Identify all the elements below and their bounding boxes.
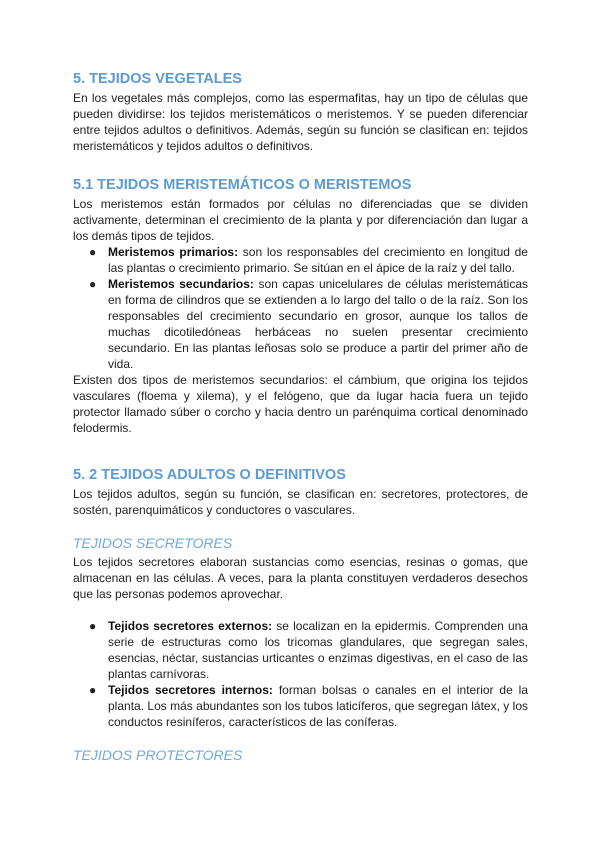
subsection-protectores-title: TEJIDOS PROTECTORES bbox=[73, 747, 243, 763]
subsection-secretores-intro: Los tejidos secretores elaboran sustancias como esencias, resinas o gomas, que almacenan en las células. A veces, para la planta constituyen verdaderos desechos que las personas podemos aprovechar. bbox=[73, 555, 528, 601]
list-item-term: Meristemos secundarios: bbox=[108, 277, 254, 291]
list-item bbox=[89, 682, 529, 730]
section-5-2-title: 5. 2 TEJIDOS ADULTOS O DEFINITIVOS bbox=[73, 467, 346, 483]
section-5-1-outro: Existen dos tipos de meristemos secundarios: el cámbium, que origina los tejidos vasculares (floema y xilema), y el felógeno, que da lugar hacia fuera un tejido protector llamado súber o corcho y hacia dentro un parénquima cortical denominado felodermis. bbox=[73, 373, 528, 435]
list-item bbox=[89, 276, 529, 372]
list-item-text: son capas unicelulares de células meristemáticas en forma de cilindros que se extienden a lo largo del tallo o de la raíz. Son los responsables del crecimiento secundario en grosor, aunque los tallos de muchas dicotiledóneas herbáceas no suelen presentar crecimiento secundario. En las plantas leñosas solo se produce a partir del primer año de vida. bbox=[108, 277, 529, 371]
section-5-1-intro: Los meristemos están formados por células no diferenciadas que se dividen activamente, determinan el crecimiento de la planta y por diferenciación dan lugar a los demás tipos de tejidos. bbox=[73, 197, 528, 243]
subsection-secretores-title: TEJIDOS SECRETORES bbox=[73, 535, 233, 551]
secretores-list bbox=[73, 618, 528, 730]
list-item-text: forman bolsas o canales en el interior de la planta. Los más abundantes son los tubos laticíferos, que segregan látex, y los conductos resiníferos, característicos de las coníferas. bbox=[108, 683, 529, 729]
list-item-text: son los responsables del crecimiento en longitud de las plantas o crecimiento primario. Se sitúan en el ápice de la raíz y del tallo. bbox=[108, 245, 528, 275]
bullet-icon: ● bbox=[89, 245, 97, 259]
list-item bbox=[89, 618, 528, 682]
bullet-icon: ● bbox=[89, 683, 97, 697]
section-5-title: 5. TEJIDOS VEGETALES bbox=[73, 71, 242, 87]
list-item-term: Meristemos primarios: bbox=[108, 245, 239, 259]
bullet-icon: ● bbox=[89, 619, 97, 633]
meristem-list bbox=[73, 244, 528, 372]
list-item bbox=[89, 244, 528, 276]
document-page bbox=[73, 70, 528, 764]
list-item-term: Tejidos secretores internos: bbox=[108, 683, 273, 697]
bullet-icon: ● bbox=[89, 277, 97, 291]
list-item-term: Tejidos secretores externos: bbox=[108, 619, 273, 633]
section-5-2-intro: Los tejidos adultos, según su función, se clasifican en: secretores, protectores, de sostén, parenquimáticos y conductores o vasculares. bbox=[73, 487, 528, 517]
list-item-text: se localizan en la epidermis. Comprenden una serie de estructuras como los tricomas glandulares, que segregan sales, esencias, néctar, sustancias urticantes o enzimas digestivas, en el caso de las plantas carnívoras. bbox=[108, 619, 528, 681]
section-5-1-title: 5.1 TEJIDOS MERISTEMÁTICOS O MERISTEMOS bbox=[73, 177, 412, 193]
section-5-intro: En los vegetales más complejos, como las espermafitas, hay un tipo de células que pueden dividirse: los tejidos meristemáticos o meristemos. Y se pueden diferenciar entre tejidos adultos o definitivos. Además, según su función se clasifican en: tejidos meristemáticos y tejidos adultos o definitivos. bbox=[73, 91, 528, 153]
